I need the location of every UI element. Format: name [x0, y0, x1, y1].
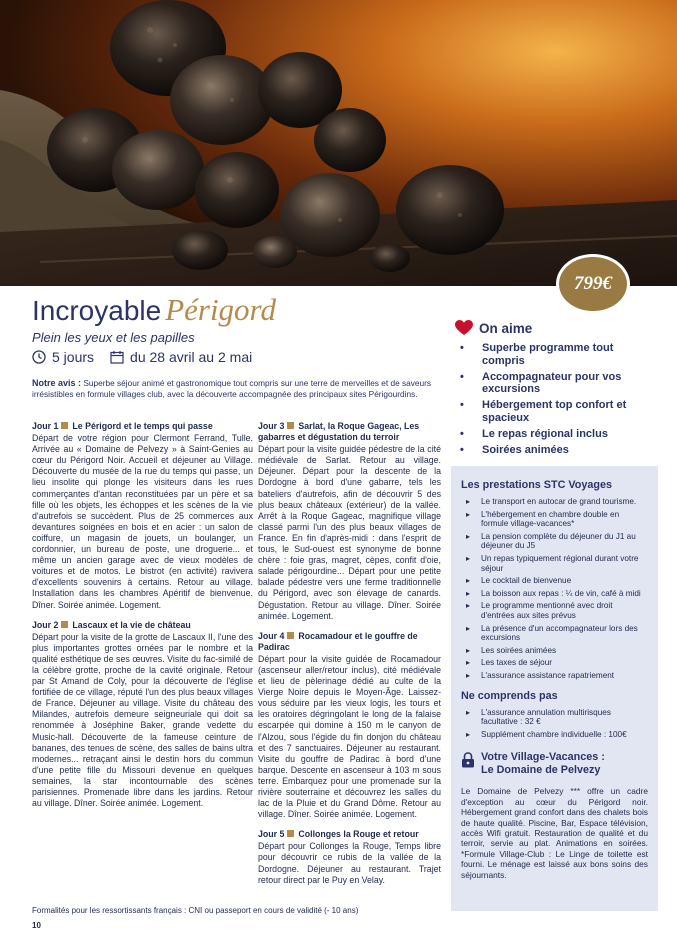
itinerary-column-1: [32, 421, 253, 818]
trip-meta: [32, 349, 252, 365]
day-title: Rocamadour et le gouffre de Padirac: [258, 630, 418, 652]
village-title-line2: Le Domaine de Pelvezy: [481, 763, 601, 776]
ne-comprend-pas-title: Ne comprends pas: [461, 689, 558, 702]
list-item: ▸ L'hébergement en chambre double en formule village-vacances*: [461, 510, 648, 529]
day-heading: [32, 620, 253, 631]
day-block: [32, 620, 253, 810]
trip-dates: du 28 avril au 2 mai: [130, 349, 253, 365]
list-item: ▸ Supplément chambre individuelle : 100€: [461, 730, 648, 740]
day-heading: [258, 421, 441, 443]
day-text: Départ pour la visite guidée pédestre de la cité médiévale de Sarlat. Retour au village. Déjeuner. Départ pour la descente de la Dordogne à bord d'une gabarre, tels les bateliers d'autrefois, afin de découvrir 5 des plus beaux châteaux (extérieur) de la vallée. Arrêt à la Roque Gageac, magnifique village classé parmi l'un des plus beaux villages de France. En fin d'après-midi : dans l'esprit de tous, le Sud-ouest est synonyme de bonne chère : foie gras, magret, cèpes, confit d'oie, salade périgourdine... Départ pour une petite balade pédestre vers une ferme traditionnelle du Périgord, avec son élevage de canards. Dégustation. Retour au village. Dîner. Soirée animée. Logement.: [258, 444, 441, 621]
calendar-icon: [110, 350, 124, 364]
gold-square-icon: [287, 422, 294, 429]
list-item: • Accompagnateur pour vos excursions: [455, 371, 655, 397]
day-label: Jour 1: [32, 421, 59, 431]
list-item: • Le repas régional inclus: [455, 428, 655, 441]
on-aime-heading: [455, 320, 655, 336]
truffles-illustration: [0, 0, 677, 286]
prestations-title: Les prestations STC Voyages: [461, 479, 613, 491]
village-heading: [461, 751, 648, 776]
day-text: Départ pour la visite guidée de Rocamadour (ascenseur aller/retour inclus), cité médiévale et lieu de pèlerinage dédié au culte de la Vierge Noire depuis le Moyen-Âge. Laissez-vous séduire par les vieux logis, les tours et les oratoires dégringolant le long de la falaise escarpée qui domine à 150 m le canyon de l'Alzou, sous l'égide du fin donjon du château et des 7 sanctuaires. Déjeuner au restaurant. Visite du gouffre de Padirac à bord d'une barque. Descente en ascenseur à 103 m sous terre. Embarquez pour une promenade sur la rivière souterraine et découvrez les salles du lac de la Pluie et du Grand Dôme. Retour au village. Dîner. Soirée animée. Logement.: [258, 653, 441, 820]
day-title: Sarlat, la Roque Gageac, Les gabarres et dégustation du terroir: [258, 421, 420, 443]
lock-icon: [461, 752, 475, 768]
day-title: Le Périgord et le temps qui passe: [72, 421, 213, 431]
note-text: Superbe séjour animé et gastronomique tout compris sur une terre de merveilles et de saveurs irrésistibles en formule villages club, avec la découverte accompagnée des principaux sites Périgourdins.: [32, 378, 432, 399]
list-item: ▸ L'assurance assistance rapatriement: [461, 671, 648, 681]
list-item: ▸ Le transport en autocar de grand tourisme.: [461, 497, 648, 507]
gold-square-icon: [287, 830, 294, 837]
itinerary-column-2: [258, 421, 441, 895]
day-heading: [258, 631, 441, 653]
list-item: ▸ La présence d'un accompagnateur lors des excursions: [461, 624, 648, 643]
title-part2: Périgord: [165, 292, 276, 327]
list-item: • Superbe programme tout compris: [455, 342, 655, 368]
gold-square-icon: [61, 621, 68, 628]
notre-avis: [32, 378, 440, 399]
list-item: ▸ La boisson aux repas : ¼ de vin, café à midi: [461, 589, 648, 599]
page-number: 10: [32, 921, 41, 930]
hero-photo-truffles: [0, 0, 677, 286]
on-aime-section: [455, 320, 655, 459]
day-block: [258, 631, 441, 821]
day-title: Lascaux et la vie de château: [72, 619, 191, 630]
list-item: ▸ Le cocktail de bienvenue: [461, 576, 648, 586]
title-part1: Incroyable: [32, 295, 162, 326]
gold-square-icon: [287, 632, 294, 639]
day-label: Jour 3: [258, 421, 285, 431]
formalities-footer: Formalités pour les ressortissants français : CNI ou passeport en cours de validité (- 10 ans): [32, 906, 359, 915]
list-item: ▸ Les soirées animées: [461, 646, 648, 656]
list-item: ▸ L'assurance annulation multirisques facultative : 32 €: [461, 708, 648, 727]
day-block: [258, 421, 441, 622]
day-label: Jour 4: [258, 630, 285, 641]
day-block: [32, 421, 253, 611]
list-item: ▸ Les taxes de séjour: [461, 658, 648, 668]
village-title-line1: Votre Village-Vacances :: [481, 751, 605, 764]
list-item: ▸ Un repas typiquement régional durant votre séjour: [461, 554, 648, 573]
price-badge: 799€: [556, 254, 630, 314]
note-label: Notre avis :: [32, 378, 82, 388]
prestations-list: [461, 497, 648, 681]
list-item: • Soirées animées: [455, 444, 655, 457]
list-item: ▸ Le programme mentionné avec droit d'entrées aux sites prévus: [461, 601, 648, 620]
page-title: [32, 292, 276, 328]
list-item: • Hébergement top confort et spacieux: [455, 399, 655, 425]
day-text: Départ pour la visite de la grotte de Lascaux II, l'une des plus importantes grottes ornées par le nombre et la qualité esthétique de ses œuvres. Visite du fac-similé de la célèbre grotte, proche de la cavité originale. Retour par St Amand de Coly, pour la découverte de l'église fortifiée de ce village, réputé l'un des plus beaux villages de France. Déjeuner au village. Visite du château des Milandes, autrefois demeure seigneuriale qui doit sa renommée à Joséphine Baker, grande vedette du Music-hall. Découverte de la fameuse ceinture de bananes, des tenues de scène, des salles de bains ultra modernes... retraçant ainsi le destin hors du commun d'une petite fille du Missouri devenue en quelques semaines, la star incontournable des scènes parisiennes. Promenade libre dans les jardins. Retour au village. Dîner. Soirée animée. Logement.: [32, 631, 253, 809]
day-block: [258, 829, 441, 885]
day-title: Collonges la Rouge et retour: [298, 829, 419, 840]
on-aime-list: [455, 342, 655, 456]
on-aime-title: On aime: [479, 320, 533, 336]
subtitle: Plein les yeux et les papilles: [32, 330, 195, 345]
ne-comprend-pas-list: [461, 708, 648, 740]
day-heading: [32, 421, 253, 432]
trip-duration: 5 jours: [52, 349, 95, 365]
day-label: Jour 2: [32, 619, 59, 630]
clock-icon: [32, 350, 46, 364]
day-text: Départ pour Collonges la Rouge, Temps libre pour découvrir ce rubis de la vallée de la Dordogne. Déjeuner au restaurant. Trajet retour direct par le Puy en Velay.: [258, 841, 441, 885]
gold-square-icon: [61, 422, 68, 429]
list-item: ▸ La pension complète du déjeuner du J1 au déjeuner du J5: [461, 532, 648, 551]
heart-icon: [455, 320, 473, 336]
day-heading: [258, 829, 441, 840]
prestations-box: [451, 466, 658, 911]
day-label: Jour 5: [258, 829, 285, 840]
day-text: Départ de votre région pour Clermont Ferrand, Tulle. Arrivée au « Domaine de Pelvezy » à Saint-Genies au cœur du Périgord Noir. Accueil et déjeuner au Village. Découverte du musée de la rue du temps qui passe, un lieu insolite qui plonge les visiteurs dans les rues commerçantes d'antan reconstituées par un père et sa fille où les objets, les échoppes et les scènes de la vie d'autrefois se succèdent. Plus de 25 commerces aux devantures soignées en bois et en acier : un salon de coiffure, un magasin de jouets, un boulanger, un cordonnier, un bureau de poste, une droguerie... et même un ancien garage avec de vieux modèles de voitures et de motos. Le bistrot (en activité) ravivera d'excellents souvenirs à certains. Retour au village. Installation dans les chambres Apéritif de bienvenue. Dîner. Soirée animée. Logement.: [32, 433, 253, 610]
village-description: Le Domaine de Pelvezy *** offre un cadre d'exception au cœur du Périgord noir. Hébergement grand confort dans des chalets bois de haute qualité. Piscine, Bar, Espace télévision, accès Wifi gratuit. Restauration de qualité et du terroir, servie au plat. Animations en soirées. *Formule Village-Club : Le Linge de toilette est fourni. Le ménage est laissé aux bons soins des séjournants.: [461, 786, 648, 880]
